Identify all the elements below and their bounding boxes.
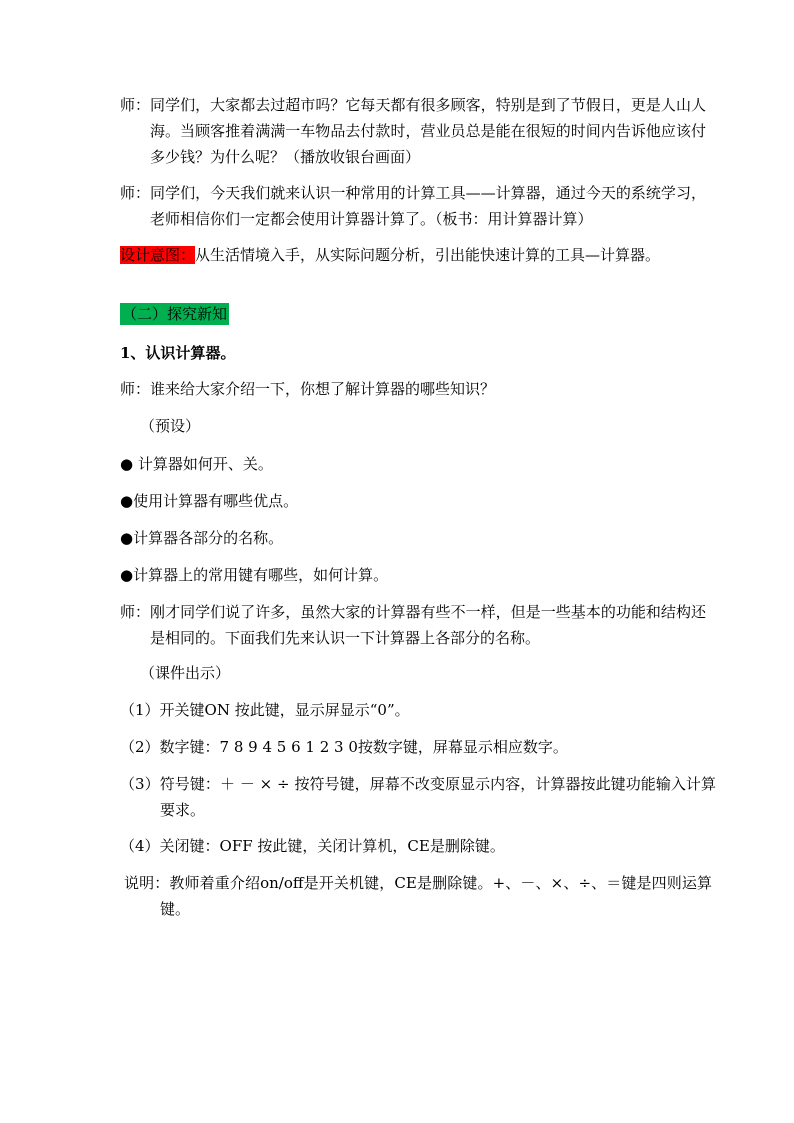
teacher-paragraph-1: 师：同学们，大家都去过超市吗？它每天都有很多顾客，特别是到了节假日，更是人山人海。当顾客推着满满一车物品去付款时，营业员总是能在很短的时间内告诉他应该付多少钱？为什么呢？（播放收银台画面）: [120, 96, 706, 166]
bullet-item-2: ●使用计算器有哪些优点。: [120, 492, 299, 510]
teacher-paragraph-3: 师：刚才同学们说了许多，虽然大家的计算器有些不一样，但是一些基本的功能和结构还是相同的。下面我们先来认识一下计算器上各部分的名称。: [120, 603, 706, 647]
design-intent-text: 从生活情境入手，从实际问题分析，引出能快速计算的工具—计算器。: [195, 246, 661, 264]
numbered-item-4: （4）关闭键：OFF 按此键，关闭计算机，CE是删除键。: [120, 837, 505, 855]
courseware-label: （课件出示）: [140, 664, 231, 682]
section-label: （二）探究新知: [122, 305, 228, 323]
teacher-paragraph-2: 师：同学们，今天我们就来认识一种常用的计算工具——计算器，通过今天的系统学习，老师相信你们一定都会使用计算器计算了。（板书：用计算器计算）: [120, 184, 706, 228]
design-intent-label: 设计意图：: [120, 246, 196, 264]
numbered-item-1: （1）开关键ON 按此键，显示屏显示“0”。: [120, 701, 410, 719]
note-paragraph: 说明：教师着重介绍on/off是开关机键，CE是删除键。+、－、×、÷、＝键是四则运算键。: [124, 874, 712, 918]
numbered-item-2: （2）数字键：7 8 9 4 5 6 1 2 3 0按数字键，屏幕显示相应数字。: [120, 738, 568, 756]
section-heading: 1、认识计算器。: [120, 344, 236, 362]
section-label-row: [120, 301, 676, 327]
design-intent-paragraph: [120, 242, 676, 268]
teacher-question: 师：谁来给大家介绍一下，你想了解计算器的哪些知识？: [120, 380, 496, 398]
bullet-item-3: ●计算器各部分的名称。: [120, 529, 284, 547]
bullet-item-1: ● 计算器如何开、关。: [120, 455, 273, 473]
numbered-item-3: （3）符号键：＋ － × ÷ 按符号键，屏幕不改变原显示内容，计算器按此键功能输入计算要求。: [120, 775, 716, 819]
preset-label: （预设）: [140, 417, 201, 435]
bullet-item-4: ●计算器上的常用键有哪些，如何计算。: [120, 566, 389, 584]
